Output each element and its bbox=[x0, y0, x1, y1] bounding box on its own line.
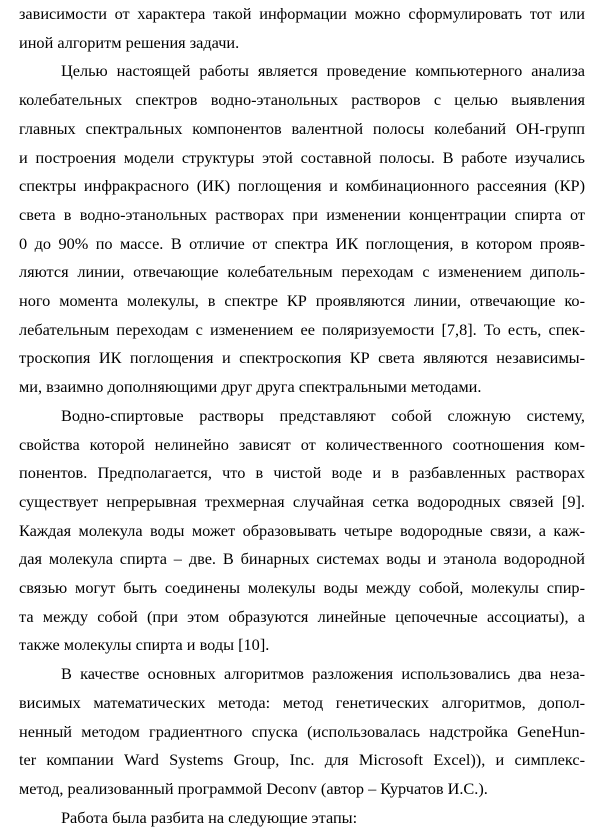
text-line: колебательных спектров водно-этанольных растворов с целью выявления bbox=[19, 90, 585, 110]
text-line: понентов. Предполагается, что в чистой воде и в разбавленных растворах bbox=[19, 463, 585, 483]
text-line: В качестве основных алгоритмов разложения использовались два неза- bbox=[61, 664, 585, 684]
text-line: лебательным переходам с изменением ее поляризуемости [7,8]. То есть, спек- bbox=[19, 319, 585, 339]
text-line: ter компании Ward Systems Group, Inc. для Microsoft Excel)), и симплекс- bbox=[19, 750, 585, 770]
text-line: ненный методом градиентного спуска (использовалась надстройка GeneHun- bbox=[19, 721, 585, 741]
text-line: свойства которой нелинейно зависят от количественного соотношения ком- bbox=[19, 434, 585, 454]
text-line: Целью настоящей работы является проведение компьютерного анализа bbox=[61, 61, 585, 81]
text-line: и построения модели структуры этой составной полосы. В работе изучались bbox=[19, 147, 585, 167]
text-line: зависимости от характера такой информации можно сформулировать тот или bbox=[19, 4, 585, 23]
paragraph-2 bbox=[19, 57, 585, 401]
text-line: Каждая молекула воды может образовывать четыре водородные связи, а каж- bbox=[19, 520, 585, 540]
paragraph-4 bbox=[19, 660, 585, 804]
paragraph-3 bbox=[19, 402, 585, 660]
text-line: ляются линии, отвечающие колебательным переходам с изменением диполь- bbox=[19, 262, 585, 282]
text-line: также молекулы спирта и воды [10]. bbox=[19, 635, 270, 655]
text-line: существует непрерывная трехмерная случайная сетка водородных связей [9]. bbox=[19, 491, 585, 511]
text-line: та между собой (при этом образуются линейные цепочечные ассоциаты), а bbox=[19, 606, 585, 626]
text-line: ми, взаимно дополняющими друг друга спектральными методами. bbox=[19, 377, 482, 397]
text-line: света в водно-этанольных растворах при изменении концентрации спирта от bbox=[19, 204, 585, 224]
text-line: троскопия ИК поглощения и спектроскопия КР света являются независимы- bbox=[19, 348, 585, 368]
text-line: Работа была разбита на следующие этапы: bbox=[61, 807, 358, 827]
text-line: главных спектральных компонентов валентной полосы колебаний ОН-групп bbox=[19, 118, 585, 138]
text-line: висимых математических метода: метод генетических алгоритмов, допол- bbox=[19, 692, 585, 712]
text-line: связью могут быть соединены молекулы воды между собой, молекулы спир- bbox=[19, 578, 585, 598]
text-line: Водно-спиртовые растворы представляют собой сложную систему, bbox=[61, 405, 585, 425]
paragraph-5 bbox=[19, 804, 585, 833]
text-line: дая молекула спирта – две. В бинарных системах воды и этанола водородной bbox=[19, 549, 585, 569]
paragraph-1 bbox=[19, 0, 585, 57]
text-line: иной алгоритм решения задачи. bbox=[19, 32, 240, 52]
text-line: метод, реализованный программой Deconv (автор – Курчатов И.С.). bbox=[19, 778, 488, 798]
text-line: спектры инфракрасного (ИК) поглощения и комбинационного рассеяния (КР) bbox=[19, 176, 585, 196]
text-line: ного момента молекулы, в спектре КР проявляются линии, отвечающие ко- bbox=[19, 291, 585, 311]
text-line: 0 до 90% по массе. В отличие от спектра ИК поглощения, в котором прояв- bbox=[19, 233, 585, 253]
document-page bbox=[19, 0, 585, 832]
